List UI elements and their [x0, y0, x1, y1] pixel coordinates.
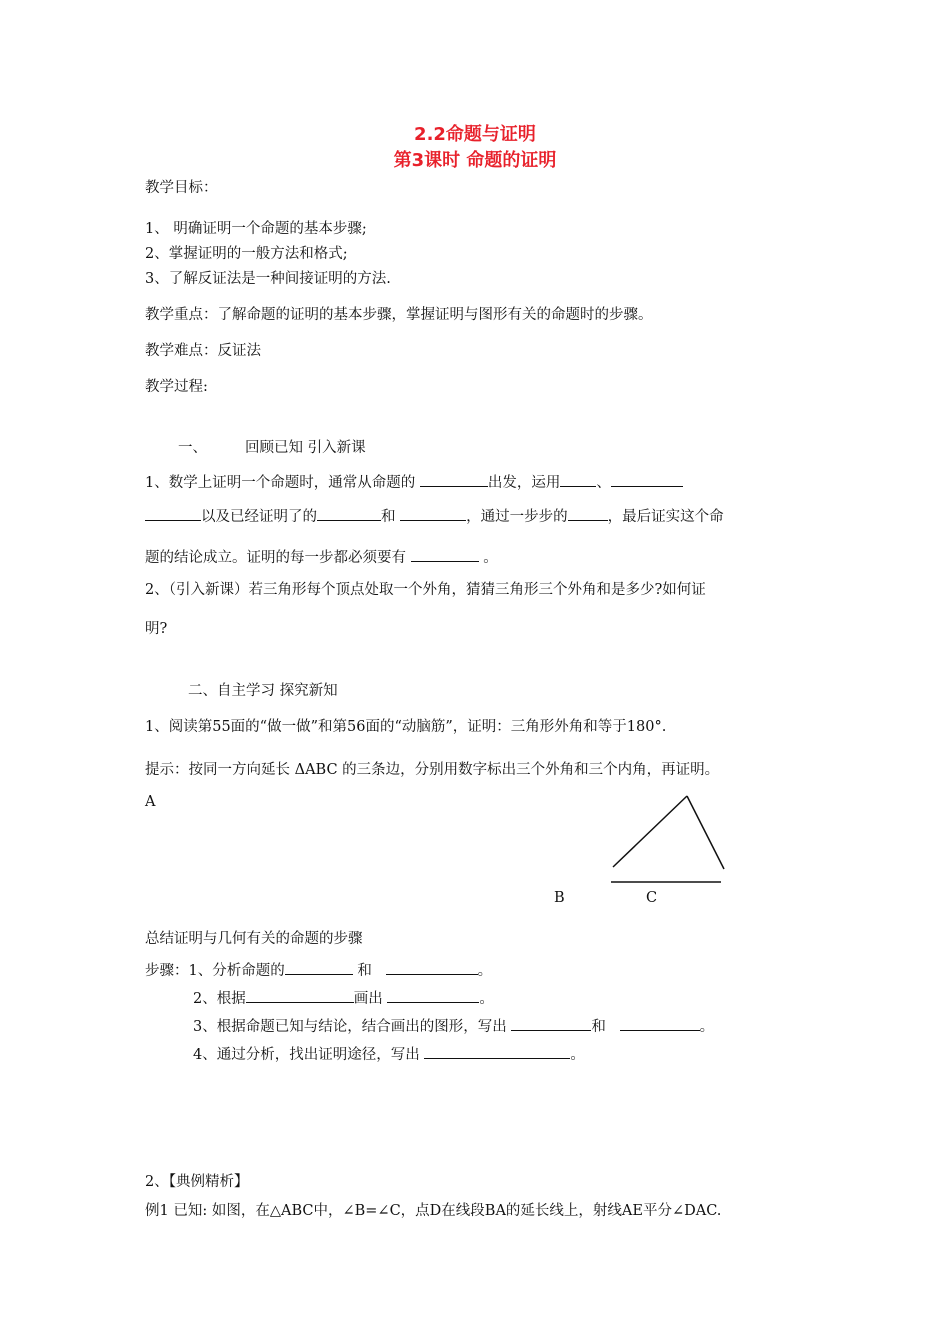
answer-blank[interactable]: [611, 472, 683, 487]
difficulty: 教学难点：反证法: [145, 343, 261, 359]
answer-blank[interactable]: [400, 506, 466, 521]
answer-blank[interactable]: [424, 1044, 570, 1059]
triangle-side-right: [687, 796, 724, 869]
section1-title: 回顾已知 引入新课: [245, 440, 366, 456]
objective-item: 1、 明确证明一个命题的基本步骤;: [145, 221, 367, 237]
example-text: 例1 已知: 如图，在△ABC中，∠B=∠C，点D在线段BA的延长线上，射线AE平分∠DAC.: [145, 1203, 722, 1219]
answer-blank[interactable]: [620, 1016, 700, 1031]
section2-q1: 1、阅读第55面的“做一做”和第56面的“动脑筋”，证明：三角形外角和等于180°.: [145, 719, 667, 735]
triangle-figure: [600, 790, 740, 890]
section1-q1-line3: 题的结论成立。证明的每一步都必须要有 。: [145, 547, 498, 567]
answer-blank[interactable]: [560, 472, 596, 487]
figure-label-a: A: [145, 794, 156, 810]
example-heading: 2、【典例精析】: [145, 1174, 249, 1190]
objectives-heading: 教学目标：: [145, 180, 218, 196]
answer-blank[interactable]: [386, 960, 478, 975]
triangle-side-left: [613, 796, 687, 867]
objective-item: 3、了解反证法是一种间接证明的方法.: [145, 271, 391, 287]
section2-title: 二、自主学习 探究新知: [188, 683, 338, 699]
answer-blank[interactable]: [411, 547, 479, 562]
answer-blank[interactable]: [145, 506, 201, 521]
section1-q2-line1: 2、（引入新课）若三角形每个顶点处取一个外角，猜猜三角形三个外角和是多少?如何证: [145, 582, 706, 598]
answer-blank[interactable]: [317, 506, 381, 521]
page-title: 2.2命题与证明: [414, 124, 536, 145]
answer-blank[interactable]: [285, 960, 353, 975]
answer-blank[interactable]: [511, 1016, 591, 1031]
summary-step1: 步骤：1、分析命题的 和 。: [145, 960, 492, 980]
summary-step3: 3、根据命题已知与结论，结合画出的图形，写出 和 。: [193, 1016, 714, 1036]
section1-q1-line2: 以及已经证明了的 和 ，通过一步步的 ，最后证实这个命: [145, 506, 724, 526]
section1-q2-line2: 明?: [145, 621, 168, 637]
figure-label-c: C: [646, 890, 658, 906]
process-heading: 教学过程:: [145, 379, 208, 395]
answer-blank[interactable]: [246, 988, 354, 1003]
figure-label-b: B: [554, 890, 565, 906]
summary-step4: 4、通过分析，找出证明途径，写出 。: [193, 1044, 585, 1064]
objective-item: 2、掌握证明的一般方法和格式;: [145, 246, 348, 262]
page-subtitle: 第3课时 命题的证明: [393, 150, 557, 171]
summary-step2: 2、根据 画出 。: [193, 988, 494, 1008]
section1-number: 一、: [178, 440, 207, 456]
section1-q1-line1: 1、数学上证明一个命题时，通常从命题的 出发，运用 、: [145, 472, 683, 492]
answer-blank[interactable]: [568, 506, 608, 521]
answer-blank[interactable]: [420, 472, 488, 487]
summary-heading: 总结证明与几何有关的命题的步骤: [145, 931, 363, 947]
key-point: 教学重点：了解命题的证明的基本步骤，掌握证明与图形有关的命题时的步骤。: [145, 307, 653, 323]
answer-blank[interactable]: [387, 988, 479, 1003]
section2-hint: 提示：按同一方向延长 ΔABC 的三条边，分别用数字标出三个外角和三个内角，再证明。: [145, 762, 720, 778]
